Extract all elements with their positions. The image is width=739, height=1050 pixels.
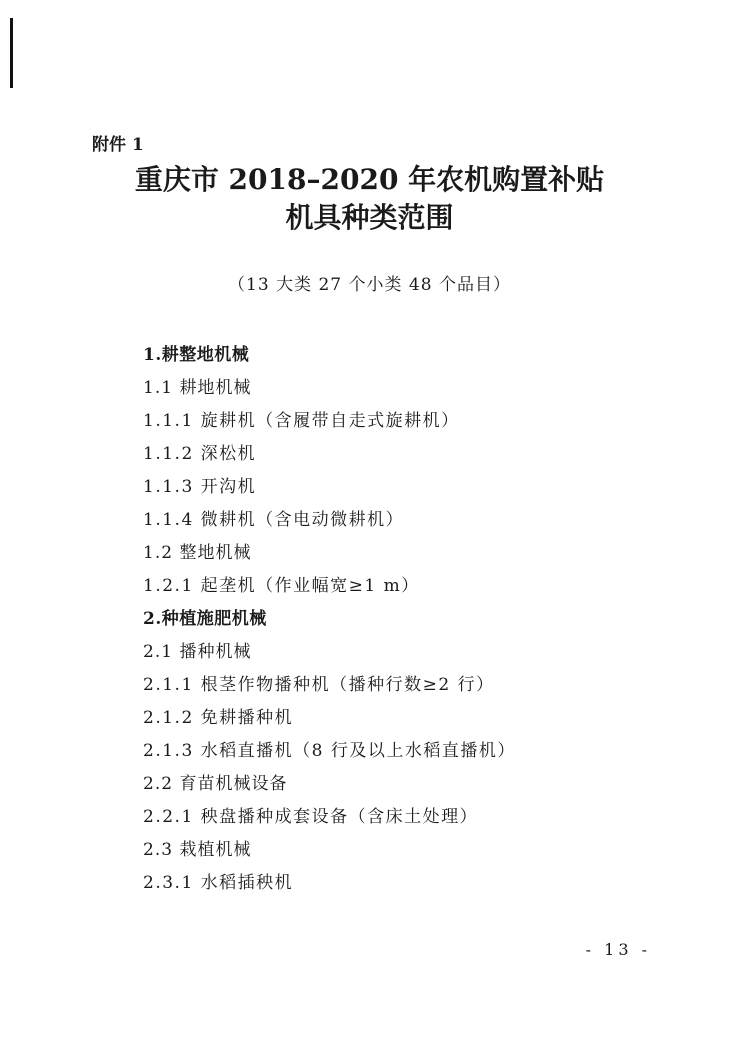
list-item: 2.3.1 水稻插秧机 — [143, 873, 294, 893]
category-heading: 1.耕整地机械 — [143, 345, 250, 365]
list-item: 1.1.1 旋耕机（含履带自走式旋耕机） — [143, 411, 460, 431]
subcategory-heading: 2.2 育苗机械设备 — [143, 774, 288, 794]
category-heading: 2.种植施肥机械 — [143, 609, 267, 629]
subcategory-heading: 1.1 耕地机械 — [143, 378, 252, 398]
equipment-category-list — [143, 339, 516, 900]
document-title-line-2: 机具种类范围 — [285, 201, 454, 234]
subcategory-heading: 1.2 整地机械 — [143, 543, 252, 563]
list-item: 1.1.2 深松机 — [143, 444, 257, 464]
subcategory-heading: 2.3 栽植机械 — [143, 840, 252, 860]
list-item: 2.1.1 根茎作物播种机（播种行数≥2 行） — [143, 675, 495, 695]
scan-edge-mark — [10, 18, 13, 88]
document-subtitle: （13 大类 27 个小类 48 个品目） — [228, 275, 511, 295]
list-item: 1.1.4 微耕机（含电动微耕机） — [143, 510, 405, 530]
attachment-label: 附件 1 — [92, 135, 144, 155]
list-item: 1.1.3 开沟机 — [143, 477, 257, 497]
list-item: 2.2.1 秧盘播种成套设备（含床土处理） — [143, 807, 479, 827]
subcategory-heading: 2.1 播种机械 — [143, 642, 252, 662]
document-title-line-1: 重庆市 2018–2020 年农机购置补贴 — [134, 163, 605, 196]
list-item: 2.1.3 水稻直播机（8 行及以上水稻直播机） — [143, 741, 516, 761]
list-item: 2.1.2 免耕播种机 — [143, 708, 294, 728]
page-number: - 13 - — [585, 940, 651, 959]
list-item: 1.2.1 起垄机（作业幅宽≥1 m） — [143, 576, 420, 596]
